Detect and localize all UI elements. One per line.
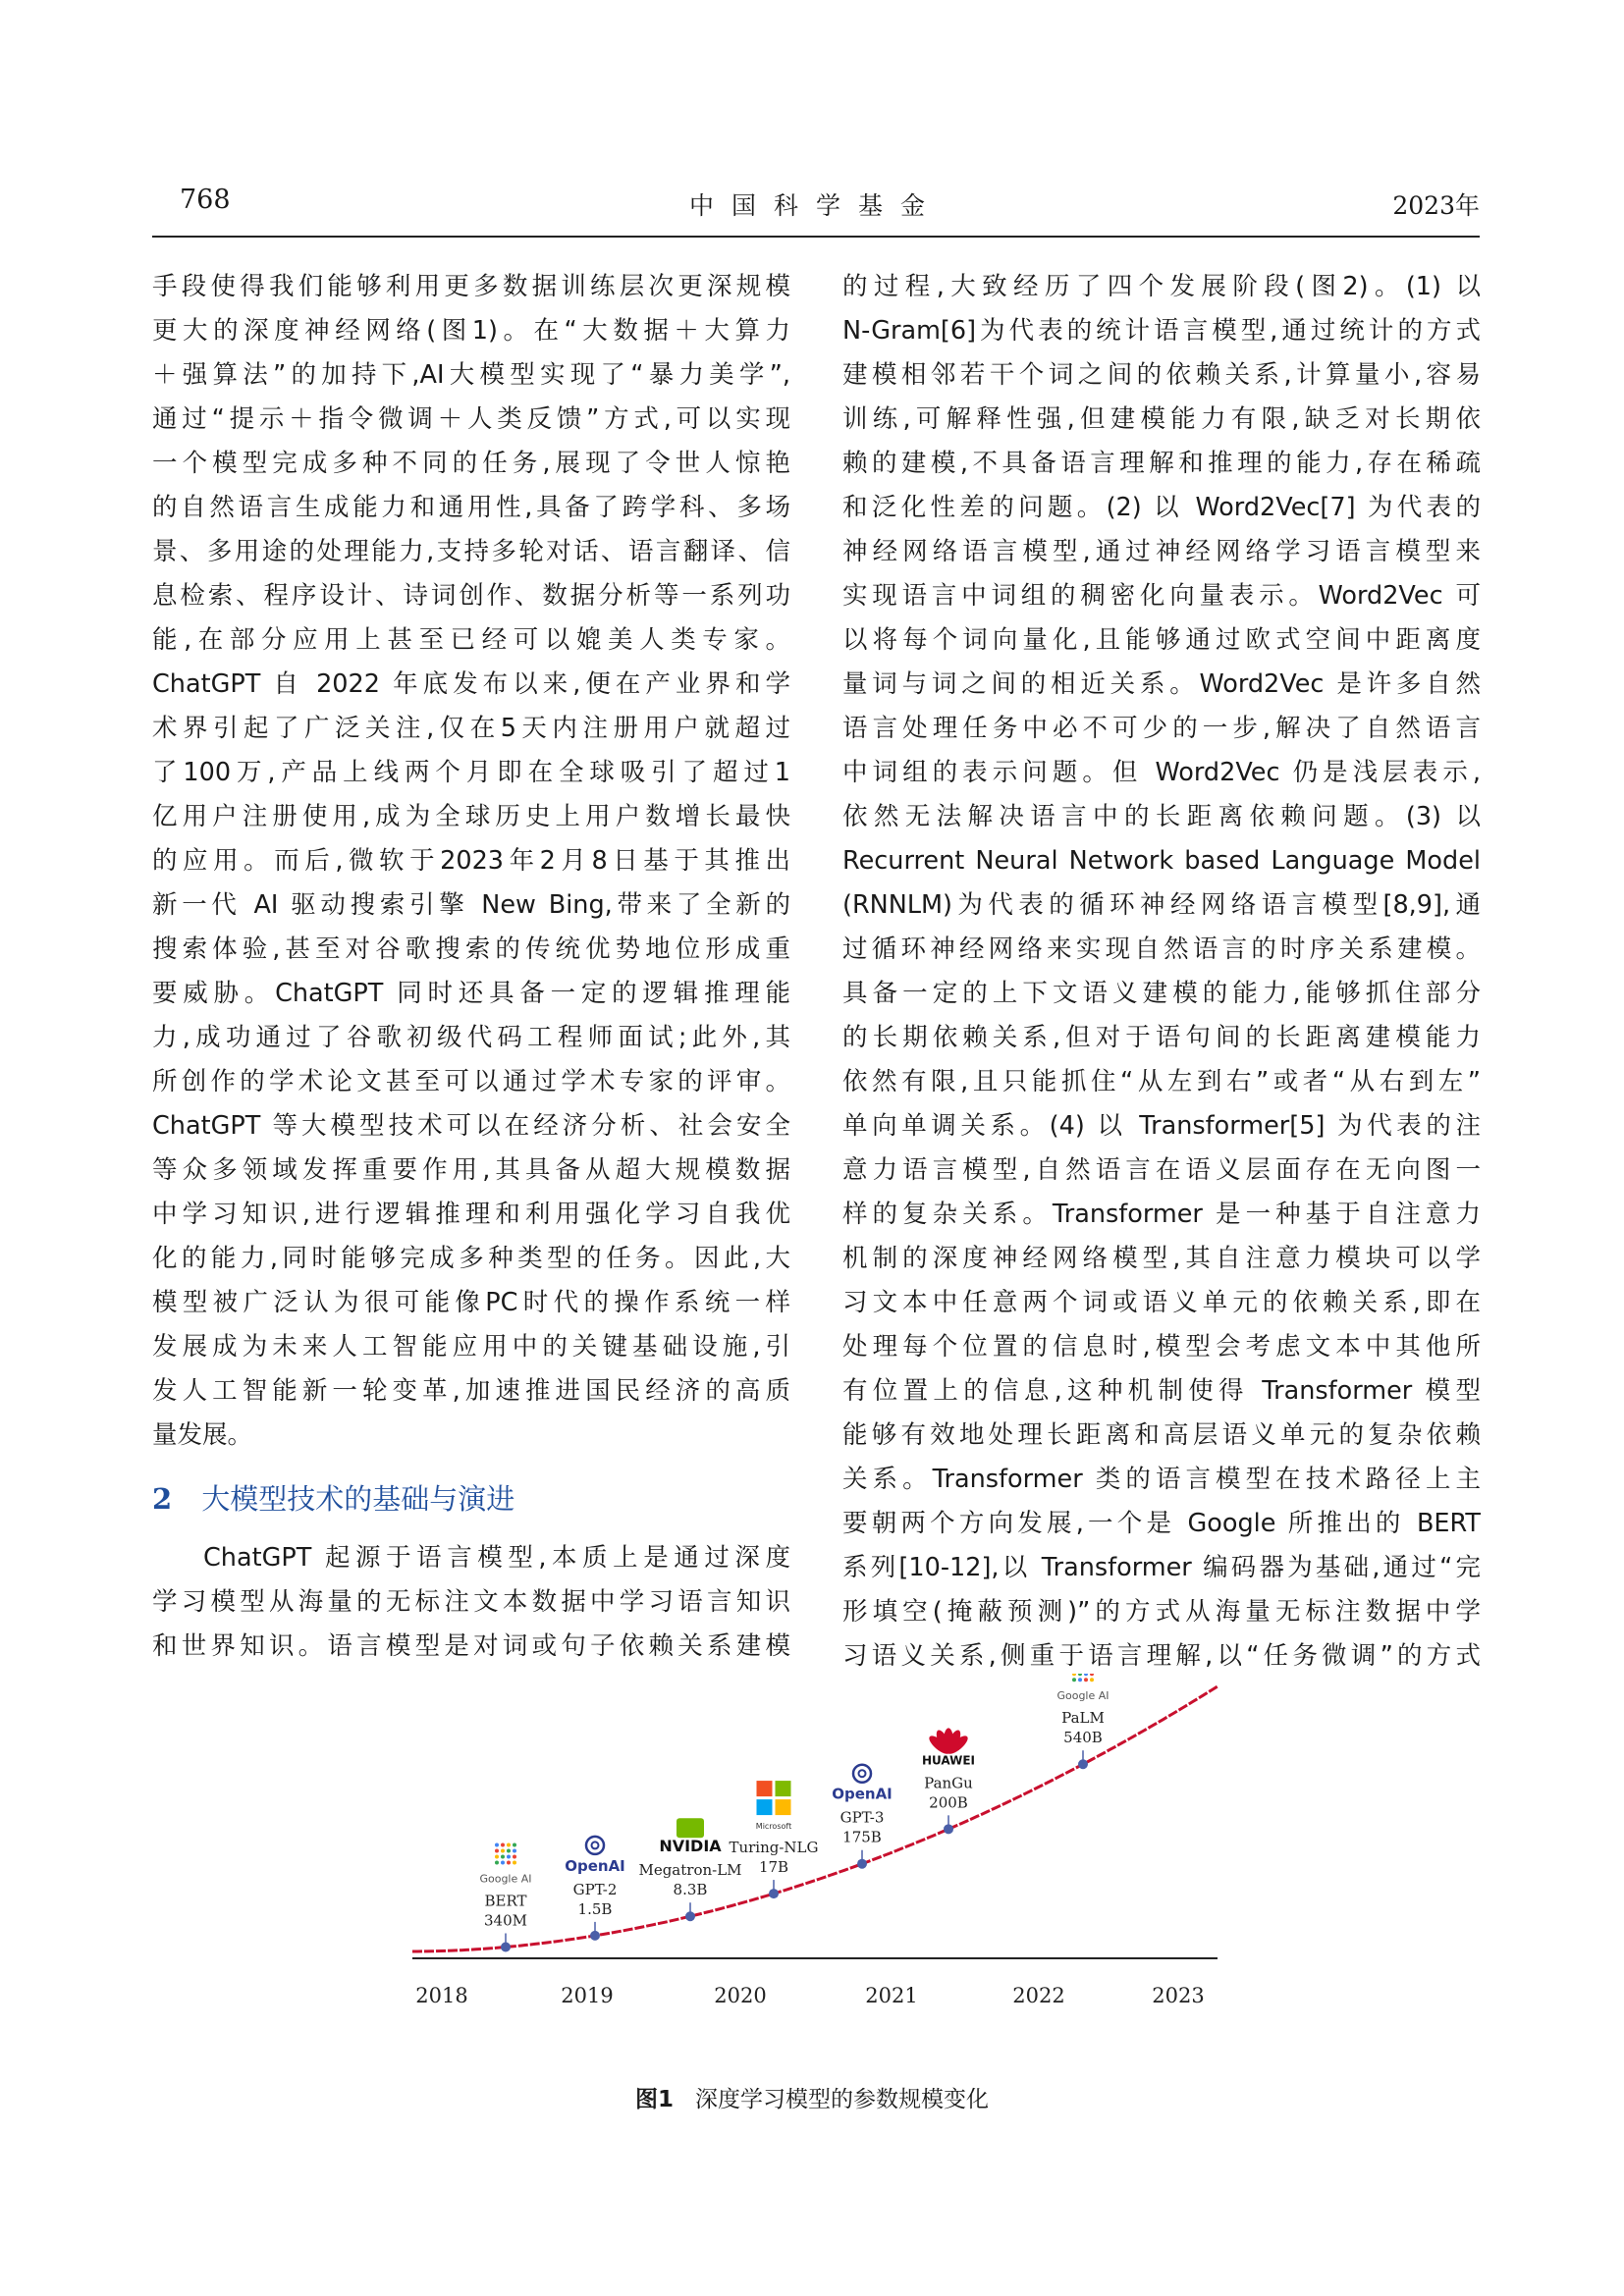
text-line: ChatGPT 起源于语言模型,本质上是通过深度 [203, 1543, 790, 1573]
google-ai-dots-icon [507, 1843, 511, 1847]
microsoft-logo-icon [776, 1781, 791, 1796]
google-ai-dots-icon [1078, 1678, 1082, 1682]
google-ai-dots-icon [1078, 1674, 1082, 1676]
google-ai-dots-icon [1084, 1678, 1088, 1682]
text-line: 要威胁。ChatGPT 同时还具备一定的逻辑推理能 [152, 979, 790, 1008]
milestone-model: PaLM [1061, 1709, 1105, 1728]
text-line: 的应用。而后,微软于2023年2月8日基于其推出 [152, 846, 790, 876]
text-line: (RNNLM)为代表的循环神经网络语言模型[8,9],通 [842, 890, 1481, 920]
milestone-model: Megatron-LM [638, 1861, 742, 1880]
text-line: 处理每个位置的信息时,模型会考虑文本中其他所 [842, 1332, 1481, 1362]
text-line: 搜索体验,甚至对谷歌搜索的传统优势地位形成重 [152, 934, 790, 964]
text-line: 模型被广泛认为很可能像PC时代的操作系统一样 [152, 1288, 790, 1317]
microsoft-logo-icon [757, 1781, 773, 1796]
figure-1 [403, 1674, 1247, 2086]
company-logo: Google AI [479, 1872, 532, 1886]
nvidia-eye-icon [677, 1818, 704, 1838]
text-line: 术界引起了广泛关注,仅在5天内注册用户就超过 [152, 714, 790, 743]
text-line: Recurrent Neural Network based Language Model [842, 846, 1481, 876]
milestone-size: 8.3B [673, 1881, 708, 1899]
google-ai-dots-icon [495, 1843, 499, 1847]
milestone-size: 200B [929, 1793, 968, 1812]
microsoft-logo-icon [757, 1799, 773, 1815]
milestone-model: BERT [484, 1892, 527, 1910]
google-ai-dots-icon [1090, 1674, 1094, 1676]
text-line: 关系。Transformer 类的语言模型在技术路径上主 [842, 1465, 1481, 1494]
text-line: 学习模型从海量的无标注文本数据中学习语言知识 [152, 1587, 790, 1617]
company-logo: Google AI [1056, 1689, 1110, 1703]
text-line: 等众多领域发挥重要作用,其具备从超大规模数据 [152, 1155, 790, 1185]
text-line: 量词与词之间的相近关系。Word2Vec 是许多自然 [842, 669, 1481, 699]
google-ai-dots-icon [1084, 1674, 1088, 1676]
right-column [842, 265, 1481, 1679]
text-line: 了100万,产品上线两个月即在全球吸引了超过1 [152, 758, 790, 787]
text-line: 息检索、程序设计、诗词创作、数据分析等一系列功 [152, 581, 790, 611]
section-title: 大模型技术的基础与演进 [201, 1482, 515, 1516]
left-column [152, 265, 790, 1669]
year-label: 2019 [561, 1984, 614, 2007]
publication-year: 2023年 [1392, 191, 1480, 220]
company-logo: OpenAI [565, 1856, 625, 1875]
figure-caption-text: 深度学习模型的参数规模变化 [695, 2087, 989, 2112]
company-logo: NVIDIA [659, 1837, 722, 1856]
paragraph-2 [152, 1536, 790, 1669]
text-line: 有位置上的信息,这种机制使得 Transformer 模型 [842, 1376, 1481, 1406]
text-line: 和泛化性差的问题。(2) 以 Word2Vec[7] 为代表的 [842, 493, 1481, 522]
google-ai-dots-icon [1072, 1674, 1076, 1676]
year-label: 2021 [865, 1984, 918, 2007]
text-line: 中词组的表示问题。但 Word2Vec 仍是浅层表示, [842, 758, 1481, 787]
text-line: 的长期依赖关系,但对于语句间的长距离建模能力 [842, 1023, 1481, 1052]
google-ai-dots-icon [501, 1855, 505, 1859]
google-ai-dots-icon [513, 1843, 516, 1847]
milestone-model: GPT-3 [839, 1808, 885, 1827]
milestone-size: 540B [1063, 1729, 1103, 1747]
paragraph-1 [152, 265, 790, 1458]
page-number: 768 [180, 185, 231, 215]
text-line: 通过“提示＋指令微调＋人类反馈”方式,可以实现 [152, 404, 790, 434]
text-line: 发人工智能新一轮变革,加速推进国民经济的高质 [152, 1376, 790, 1406]
milestone-size: 1.5B [577, 1899, 613, 1918]
text-line: 神经网络语言模型,通过神经网络学习语言模型来 [842, 537, 1481, 566]
text-line: 样的复杂关系。Transformer 是一种基于自注意力 [842, 1200, 1481, 1229]
text-line: ChatGPT 自 2022 年底发布以来,便在产业界和学 [152, 669, 790, 699]
milestone-model: PanGu [924, 1774, 973, 1792]
section-heading [152, 1469, 790, 1528]
timeline-figure [403, 1674, 1247, 2086]
google-ai-dots-icon [507, 1849, 511, 1853]
google-ai-dots-icon [513, 1861, 516, 1865]
google-ai-dots-icon [501, 1861, 505, 1865]
google-ai-dots-icon [501, 1849, 505, 1853]
google-ai-dots-icon [501, 1843, 505, 1847]
text-line: ChatGPT 等大模型技术可以在经济分析、社会安全 [152, 1111, 790, 1141]
text-line: 系列[10-12],以 Transformer 编码器为基础,通过“完 [842, 1553, 1481, 1582]
text-line: 量发展。 [152, 1420, 253, 1450]
company-logo: HUAWEI [921, 1753, 976, 1768]
text-line: 能够有效地处理长距离和高层语义单元的复杂依赖 [842, 1420, 1481, 1450]
text-line: 的自然语言生成能力和通用性,具备了跨学科、多场 [152, 493, 790, 522]
microsoft-logo-icon [776, 1799, 791, 1815]
year-label: 2023 [1152, 1984, 1205, 2007]
text-line: 力,成功通过了谷歌初级代码工程师面试;此外,其 [152, 1023, 790, 1052]
text-line: 要朝两个方向发展,一个是 Google 所推出的 BERT [842, 1509, 1481, 1538]
text-line: 的过程,大致经历了四个发展阶段(图2)。(1) 以 [842, 272, 1481, 301]
openai-knot-icon [853, 1765, 871, 1783]
company-logo: OpenAI [832, 1785, 893, 1803]
running-header [152, 185, 1480, 238]
google-ai-dots-icon [513, 1855, 516, 1859]
year-label: 2022 [1012, 1984, 1065, 2007]
google-ai-dots-icon [495, 1855, 499, 1859]
text-line: 机制的深度神经网络模型,其自注意力模块可以学 [842, 1244, 1481, 1273]
milestone-size: 340M [484, 1911, 527, 1930]
text-line: 建模相邻若干个词之间的依赖关系,计算量小,容易 [842, 360, 1481, 390]
text-line: 单向单调关系。(4) 以 Transformer[5] 为代表的注 [842, 1111, 1481, 1141]
text-line: 赖的建模,不具备语言理解和推理的能力,存在稀疏 [842, 449, 1481, 478]
text-line: 化的能力,同时能够完成多种类型的任务。因此,大 [152, 1244, 790, 1273]
text-line: 更大的深度神经网络(图1)。在“大数据＋大算力 [152, 316, 790, 346]
google-ai-dots-icon [507, 1855, 511, 1859]
text-line: 景、多用途的处理能力,支持多轮对话、语言翻译、信 [152, 537, 790, 566]
text-line: 习文本中任意两个词或语义单元的依赖关系,即在 [842, 1288, 1481, 1317]
text-line: 具备一定的上下文语义建模的能力,能够抓住部分 [842, 979, 1481, 1008]
figure-caption [0, 2081, 1624, 2113]
text-line: 实现语言中词组的稠密化向量表示。Word2Vec 可 [842, 581, 1481, 611]
text-line: 手段使得我们能够利用更多数据训练层次更深规模 [152, 272, 790, 301]
text-line: 新一代 AI 驱动搜索引擎 New Bing,带来了全新的 [152, 890, 790, 920]
text-line: 一个模型完成多种不同的任务,展现了令世人惊艳 [152, 449, 790, 478]
text-line: 亿用户注册使用,成为全球历史上用户数增长最快 [152, 802, 790, 831]
text-line: 中学习知识,进行逻辑推理和利用强化学习自我优 [152, 1200, 790, 1229]
milestone-model: Turing-NLG [729, 1839, 819, 1857]
google-ai-dots-icon [495, 1861, 499, 1865]
openai-knot-icon [586, 1837, 604, 1854]
milestone-size: 175B [842, 1828, 882, 1846]
text-line: 所创作的学术论文甚至可以通过学术专家的评审。 [152, 1067, 790, 1096]
google-ai-dots-icon [1072, 1678, 1076, 1682]
milestone-size: 17B [758, 1858, 789, 1877]
google-ai-dots-icon [1090, 1678, 1094, 1682]
text-line: 习语义关系,侧重于语言理解,以“任务微调”的方式 [842, 1641, 1481, 1671]
milestone-model: GPT-2 [572, 1880, 618, 1898]
company-logo: Microsoft [755, 1822, 792, 1832]
text-line: 依然有限,且只能抓住“从左到右”或者“从右到左” [842, 1067, 1481, 1096]
openai-knot-icon [592, 1842, 599, 1848]
year-label: 2020 [714, 1984, 767, 2007]
text-line: 能,在部分应用上甚至已经可以媲美人类专家。 [152, 625, 790, 655]
text-line: 依然无法解决语言中的长距离依赖问题。(3) 以 [842, 802, 1481, 831]
journal-title: 中国科学基金 [688, 191, 943, 220]
text-line: 形填空(掩蔽预测)”的方式从海量无标注数据中学 [842, 1597, 1481, 1627]
text-line: 意力语言模型,自然语言在语义层面存在无向图一 [842, 1155, 1481, 1185]
openai-knot-icon [859, 1770, 866, 1777]
text-line: 发展成为未来人工智能应用中的关键基础设施,引 [152, 1332, 790, 1362]
google-ai-dots-icon [495, 1849, 499, 1853]
text-line: 训练,可解释性强,但建模能力有限,缺乏对长期依 [842, 404, 1481, 434]
text-line: 语言处理任务中必不可少的一步,解决了自然语言 [842, 714, 1481, 743]
text-line: N-Gram[6]为代表的统计语言模型,通过统计的方式 [842, 316, 1481, 346]
google-ai-dots-icon [507, 1861, 511, 1865]
year-label: 2018 [415, 1984, 468, 2007]
text-line: 过循环神经网络来实现自然语言的时序关系建模。 [842, 934, 1481, 964]
text-line: 以将每个词向量化,且能够通过欧式空间中距离度 [842, 625, 1481, 655]
section-number: 2 [152, 1482, 173, 1516]
google-ai-dots-icon [513, 1849, 516, 1853]
figure-number: 图1 [634, 2087, 674, 2112]
text-line: ＋强算法”的加持下,AI大模型实现了“暴力美学”, [152, 360, 790, 390]
text-line: 和世界知识。语言模型是对词或句子依赖关系建模 [152, 1631, 790, 1661]
